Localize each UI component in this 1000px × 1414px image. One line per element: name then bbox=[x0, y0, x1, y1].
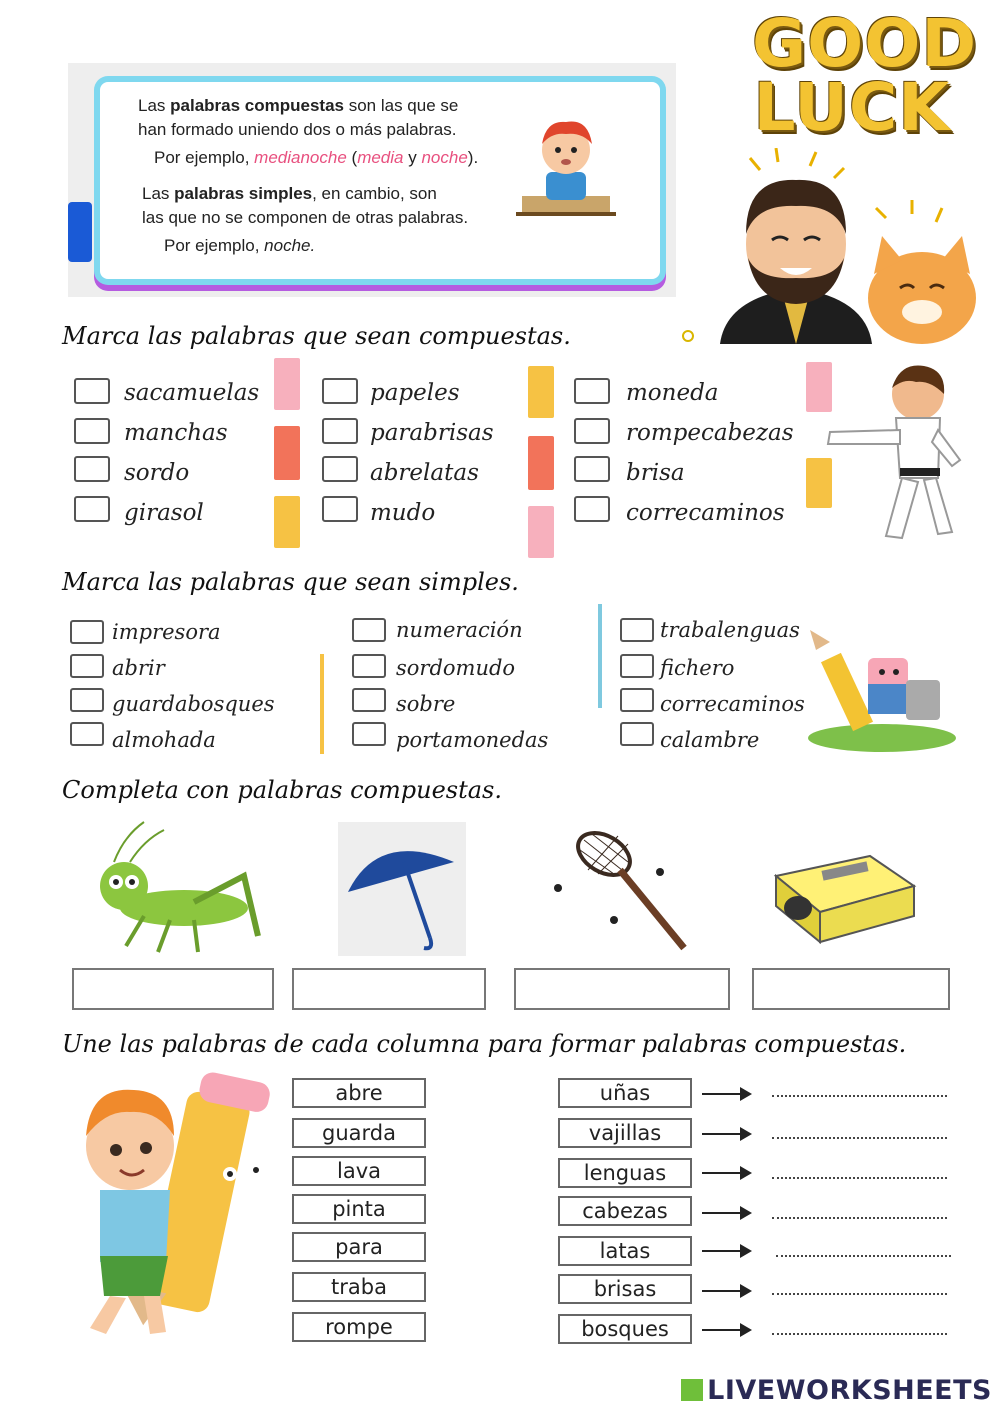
word-manchas: manchas bbox=[124, 420, 228, 446]
word-correcaminos: correcaminos bbox=[660, 692, 805, 716]
answer-box-2[interactable] bbox=[292, 968, 486, 1010]
checkbox-parabrisas[interactable] bbox=[322, 418, 358, 444]
karate-kid-illustration bbox=[820, 360, 970, 544]
checkbox-sordo[interactable] bbox=[74, 456, 110, 482]
answer-line-6[interactable] bbox=[772, 1292, 947, 1295]
intro-card bbox=[100, 82, 660, 279]
decorative-bar-amber bbox=[528, 366, 554, 418]
word-guardabosques: guardabosques bbox=[112, 692, 275, 716]
arrow-right-icon bbox=[702, 1250, 750, 1252]
answer-line-3[interactable] bbox=[772, 1176, 947, 1179]
left-word-para[interactable]: para bbox=[292, 1232, 426, 1262]
section1-title: Marca las palabras que sean compuestas. bbox=[62, 322, 571, 350]
grasshopper-icon bbox=[74, 816, 268, 958]
right-word-vajillas[interactable]: vajillas bbox=[558, 1118, 692, 1148]
checkbox-correcaminos[interactable] bbox=[574, 496, 610, 522]
right-word-unas[interactable]: uñas bbox=[558, 1078, 692, 1108]
checkbox-sobre[interactable] bbox=[352, 688, 386, 712]
definition-compound: Las palabras compuestas son las que se han formado uniendo dos o más palabras. Por ejemplo, medianoche (media y noche). bbox=[138, 96, 479, 167]
checkbox-fichero[interactable] bbox=[620, 654, 654, 678]
checkbox-calambre[interactable] bbox=[620, 722, 654, 746]
decorative-bar-blue bbox=[598, 604, 602, 708]
right-word-lenguas[interactable]: lenguas bbox=[558, 1158, 692, 1188]
answer-box-3[interactable] bbox=[514, 968, 730, 1010]
checkbox-abrelatas[interactable] bbox=[322, 456, 358, 482]
checkbox-manchas[interactable] bbox=[74, 418, 110, 444]
decorative-bar-amber bbox=[320, 654, 324, 754]
definition-simple: Las palabras simples, en cambio, son las que no se componen de otras palabras. Por ejemplo, noche. bbox=[142, 184, 469, 255]
right-word-bosques[interactable]: bosques bbox=[558, 1314, 692, 1344]
left-word-rompe[interactable]: rompe bbox=[292, 1312, 426, 1342]
answer-line-5[interactable] bbox=[776, 1254, 951, 1257]
checkbox-correcaminos-simple[interactable] bbox=[620, 688, 654, 712]
word-portamonedas: portamonedas bbox=[396, 728, 549, 752]
section4-title: Une las palabras de cada columna para formar palabras compuestas. bbox=[62, 1030, 907, 1058]
word-abrelatas: abrelatas bbox=[370, 460, 479, 486]
decorative-bar-coral bbox=[274, 426, 300, 480]
left-word-abre[interactable]: abre bbox=[292, 1078, 426, 1108]
checkbox-abrir[interactable] bbox=[70, 654, 104, 678]
arrow-right-icon bbox=[702, 1329, 750, 1331]
word-parabrisas: parabrisas bbox=[370, 420, 494, 446]
thinking-boy-illustration bbox=[516, 108, 616, 218]
word-sobre: sobre bbox=[396, 692, 456, 716]
decorative-bar-pink bbox=[274, 358, 300, 410]
good-luck-title: GOOD LUCK bbox=[752, 5, 978, 146]
checkbox-brisa[interactable] bbox=[574, 456, 610, 482]
word-girasol: girasol bbox=[124, 500, 204, 526]
word-sacamuelas: sacamuelas bbox=[124, 380, 260, 406]
answer-line-1[interactable] bbox=[772, 1094, 947, 1097]
word-sordo: sordo bbox=[124, 460, 190, 486]
arrow-right-icon bbox=[702, 1212, 750, 1214]
answer-box-1[interactable] bbox=[72, 968, 274, 1010]
checkbox-trabalenguas[interactable] bbox=[620, 618, 654, 642]
word-papeles: papeles bbox=[370, 380, 460, 406]
decorative-bar-amber bbox=[274, 496, 300, 548]
left-word-guarda[interactable]: guarda bbox=[292, 1118, 426, 1148]
card-accent bbox=[68, 202, 92, 262]
answer-line-2[interactable] bbox=[772, 1136, 947, 1139]
word-rompecabezas: rompecabezas bbox=[626, 420, 794, 446]
checkbox-girasol[interactable] bbox=[74, 496, 110, 522]
word-almohada: almohada bbox=[112, 728, 216, 752]
checkbox-sacamuelas[interactable] bbox=[74, 378, 110, 404]
arrow-right-icon bbox=[702, 1133, 750, 1135]
pencil-sharpener-icon bbox=[770, 846, 918, 946]
word-impresora: impresora bbox=[112, 620, 221, 644]
word-moneda: moneda bbox=[626, 380, 719, 406]
word-abrir: abrir bbox=[112, 656, 165, 680]
checkbox-numeracion[interactable] bbox=[352, 618, 386, 642]
right-word-brisas[interactable]: brisas bbox=[558, 1274, 692, 1304]
liveworksheets-logo: LIVEWORKSHEETS bbox=[681, 1375, 992, 1406]
word-fichero: fichero bbox=[660, 656, 735, 680]
checkbox-mudo[interactable] bbox=[322, 496, 358, 522]
section2-title: Marca las palabras que sean simples. bbox=[62, 568, 519, 596]
umbrella-icon bbox=[338, 822, 466, 956]
decorative-bar-pink bbox=[528, 506, 554, 558]
checkbox-almohada[interactable] bbox=[70, 722, 104, 746]
checkbox-papeles[interactable] bbox=[322, 378, 358, 404]
teacher-and-cat-illustration bbox=[716, 148, 976, 344]
word-brisa: brisa bbox=[626, 460, 685, 486]
checkbox-rompecabezas[interactable] bbox=[574, 418, 610, 444]
checkbox-moneda[interactable] bbox=[574, 378, 610, 404]
checkbox-impresora[interactable] bbox=[70, 620, 104, 644]
checkbox-guardabosques[interactable] bbox=[70, 688, 104, 712]
word-sordomudo: sordomudo bbox=[396, 656, 516, 680]
checkbox-sordomudo[interactable] bbox=[352, 654, 386, 678]
left-word-pinta[interactable]: pinta bbox=[292, 1194, 426, 1224]
right-word-latas[interactable]: latas bbox=[558, 1236, 692, 1266]
answer-box-4[interactable] bbox=[752, 968, 950, 1010]
school-supplies-illustration bbox=[806, 624, 958, 754]
left-word-traba[interactable]: traba bbox=[292, 1272, 426, 1302]
fly-swatter-icon bbox=[544, 826, 696, 956]
boy-with-pencil-illustration bbox=[70, 1066, 276, 1340]
word-trabalenguas: trabalenguas bbox=[660, 618, 800, 642]
word-calambre: calambre bbox=[660, 728, 760, 752]
section3-title: Completa con palabras compuestas. bbox=[62, 776, 503, 804]
word-mudo: mudo bbox=[370, 500, 436, 526]
arrow-right-icon bbox=[702, 1093, 750, 1095]
answer-line-4[interactable] bbox=[772, 1216, 947, 1219]
left-word-lava[interactable]: lava bbox=[292, 1156, 426, 1186]
logo-mark-icon bbox=[681, 1379, 703, 1401]
arrow-right-icon bbox=[702, 1290, 750, 1292]
word-numeracion: numeración bbox=[396, 618, 523, 642]
decorative-bar-coral bbox=[528, 436, 554, 490]
right-word-cabezas[interactable]: cabezas bbox=[558, 1196, 692, 1226]
word-correcaminos: correcaminos bbox=[626, 500, 785, 526]
arrow-right-icon bbox=[702, 1172, 750, 1174]
answer-line-7[interactable] bbox=[772, 1332, 947, 1335]
checkbox-portamonedas[interactable] bbox=[352, 722, 386, 746]
decorative-dot bbox=[682, 330, 694, 342]
